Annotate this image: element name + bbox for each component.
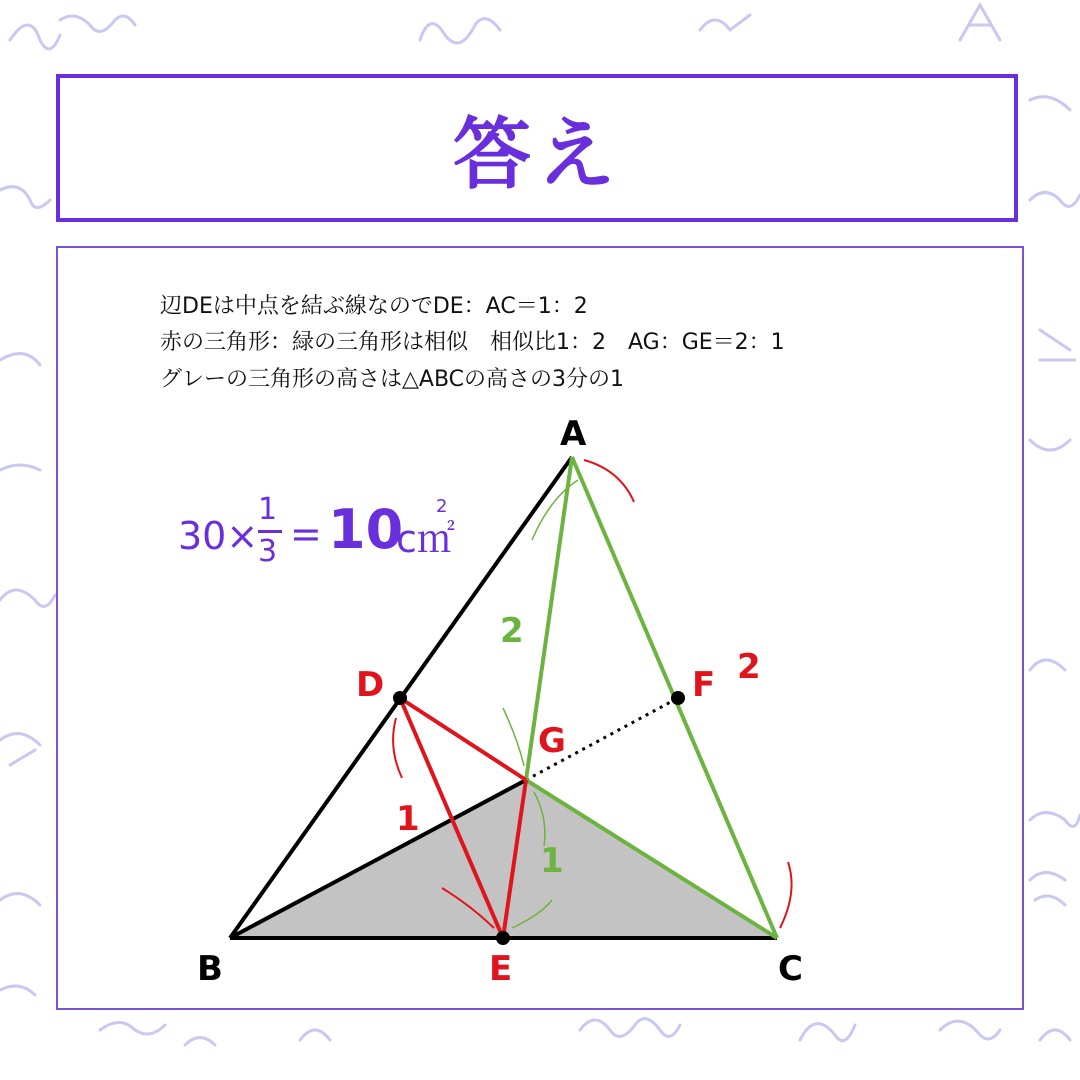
page-title: 答え: [452, 110, 621, 200]
ratio-label-de: 1: [396, 799, 420, 839]
label-d: D: [356, 665, 385, 705]
explanation-line-3: グレーの三角形の高さは△ABCの高さの3分の1: [160, 367, 625, 392]
ratio-label-ac: 2: [737, 647, 761, 687]
formula-numerator: 1: [258, 492, 278, 527]
label-c: C: [778, 949, 803, 989]
formula-unit: c㎡: [396, 517, 455, 561]
angle-arc-a-green: [532, 480, 578, 540]
angle-arc-c-red: [780, 862, 792, 928]
formula-denominator: 3: [258, 534, 278, 569]
point-f-dot: [671, 691, 685, 705]
ratio-label-ge: 1: [540, 841, 564, 881]
label-g: G: [538, 721, 566, 761]
label-f: F: [692, 665, 716, 705]
formula-unit-exponent: 2: [436, 496, 448, 517]
ratio-label-ag: 2: [500, 611, 524, 651]
label-a: A: [560, 414, 587, 454]
gray-triangle-bgc: [230, 780, 777, 938]
angle-arc-a-red: [584, 460, 634, 502]
explanation-line-1: 辺DEは中点を結ぶ線なのでDE：AC＝1：2: [160, 294, 588, 319]
formula-base: 30×: [178, 514, 259, 558]
formula-equals: =: [290, 512, 322, 556]
explanation-line-2: 赤の三角形：緑の三角形は相似 相似比1：2 AG：GE＝2：1: [160, 330, 785, 355]
point-d-dot: [393, 691, 407, 705]
label-e: E: [489, 949, 513, 989]
label-b: B: [197, 949, 223, 989]
formula-result: 10: [328, 498, 404, 561]
angle-arc-d-red: [393, 718, 402, 778]
angle-arc-g-green: [503, 708, 524, 766]
point-e-dot: [496, 931, 510, 945]
